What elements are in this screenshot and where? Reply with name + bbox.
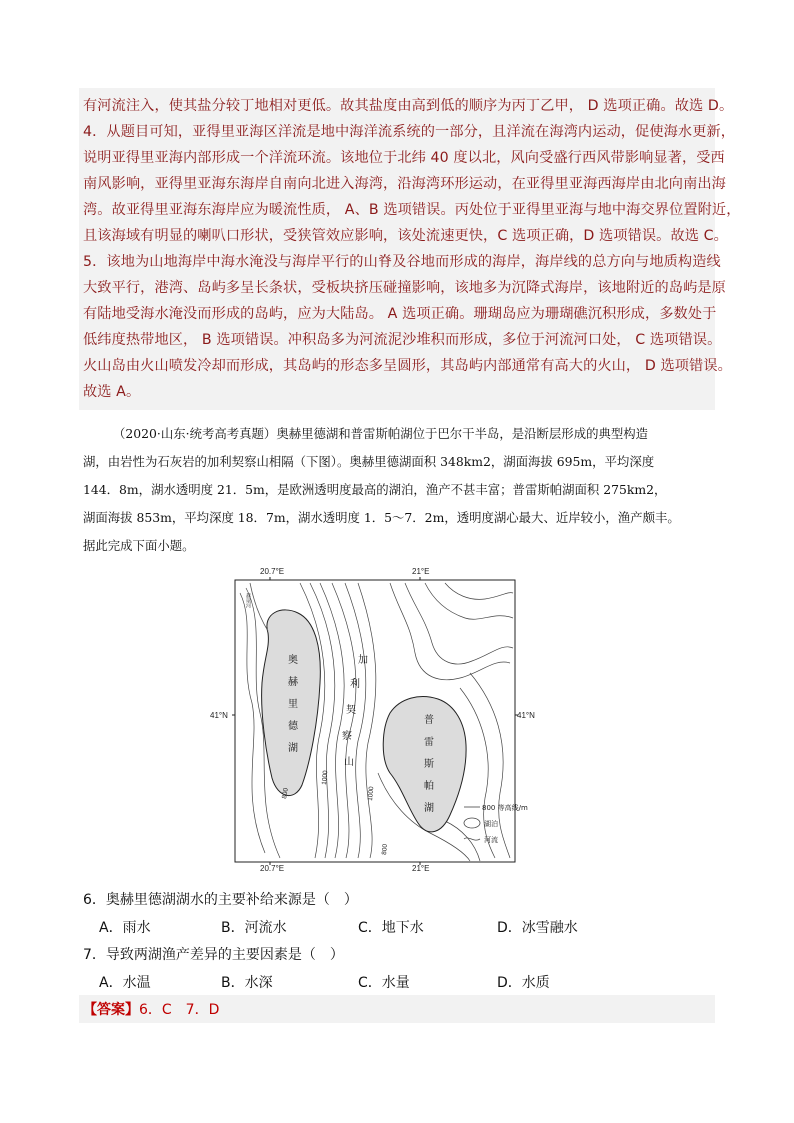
intro-line-4: 湖面海拔 853m，平均深度 18．7m，湖水透明度 1．5～7．2m，透明度湖心最大、近岸较小，渔产颇丰。 — [83, 510, 680, 525]
lon-label-bottom-right: 21°E — [412, 864, 430, 873]
lon-label-bottom-left: 20.7°E — [260, 864, 285, 873]
question-7-option-c[interactable]: C．水量 — [358, 975, 410, 991]
lake-ohrid-char: 湖 — [288, 743, 298, 754]
question-7-option-a[interactable]: A．水温 — [99, 975, 151, 991]
question-6-option-c[interactable]: C．地下水 — [358, 920, 424, 936]
intro-line-5: 据此完成下面小题。 — [83, 538, 195, 553]
intro-line-1: （2020·山东·统考高考真题）奥赫里德湖和普雷斯帕湖位于巴尔干半岛，是沿断层形成的典型构造 — [113, 426, 649, 441]
lake-prespa-char: 雷 — [424, 737, 434, 748]
contour-label: 1000 — [367, 786, 376, 802]
analysis-line-9: 有陆地受海水淹没而形成的岛屿，应为大陆岛。 A 选项正确。珊瑚岛应为珊瑚礁沉积形成，多数处于 — [83, 306, 717, 322]
analysis-line-1: 有河流注入，使其盐分较丁地相对更低。故其盐度由高到低的顺序为丙丁乙甲， D 选项正确。故选 D。 — [83, 98, 734, 114]
river-label: 赫瑞河 — [245, 593, 251, 608]
lon-label-top-right: 21°E — [412, 567, 430, 576]
lake-prespa-char: 斯 — [424, 759, 434, 770]
question-7-option-d[interactable]: D．水质 — [497, 975, 550, 991]
mountain-char: 加 — [358, 655, 368, 666]
answer-value: 6．C 7．D — [139, 1002, 220, 1018]
mountain-char: 利 — [350, 679, 360, 690]
lake-map-figure — [210, 563, 540, 873]
question-6-option-d[interactable]: D．冰雪融水 — [497, 920, 578, 936]
analysis-line-12: 故选 A。 — [83, 384, 141, 400]
answer-line — [83, 999, 219, 1019]
contour-label: 800 — [381, 843, 389, 856]
mountain-char: 契 — [346, 705, 356, 716]
legend-contour-label: 800 等高线/m — [482, 804, 528, 812]
analysis-line-7: 5．该地为山地海岸中海水淹没与海岸平行的山脊及谷地而形成的海岸，海岸线的总方向与地质构造线 — [83, 254, 721, 270]
analysis-line-10: 低纬度热带地区， B 选项错误。冲积岛多为河流泥沙堆积而形成，多位于河流河口处， C 选项错误。 — [83, 332, 722, 348]
intro-line-3: 144．8m，湖水透明度 21．5m，是欧洲透明度最高的湖泊，渔产不甚丰富；普雷斯帕湖面积 275km2， — [83, 482, 667, 497]
question-7-stem: 7．导致两湖渔产差异的主要因素是（ ） — [83, 947, 344, 963]
lake-prespa-char: 普 — [424, 715, 434, 726]
analysis-line-6: 且该海域有明显的喇叭口形状，受狭管效应影响，该处流速更快，C 选项正确，D 选项错误。故选 C。 — [83, 228, 728, 244]
legend-river-label: 河流 — [484, 836, 498, 844]
answer-tag: 【答案】 — [83, 1002, 139, 1018]
analysis-line-3: 说明亚得里亚海内部形成一个洋流环流。该地位于北纬 40 度以北，风向受盛行西风带影响显著，受西 — [83, 150, 725, 166]
analysis-line-8: 大致平行，港湾、岛屿多呈长条状，受板块挤压碰撞影响，该地多为沉降式海岸，该地附近的岛屿是原 — [83, 280, 726, 296]
lake-ohrid-char: 奥 — [288, 655, 298, 666]
lat-label-right: 41°N — [517, 711, 535, 720]
legend-lake-symbol — [464, 818, 480, 828]
legend-lake-label: 湖泊 — [484, 820, 498, 828]
lake-prespa-char: 帕 — [424, 781, 434, 792]
lat-label-left: 41°N — [210, 711, 228, 720]
lake-prespa-char: 湖 — [424, 803, 434, 814]
mountain-char: 山 — [344, 757, 354, 768]
lake-ohrid-char: 里 — [288, 699, 298, 710]
mountain-char: 察 — [342, 731, 352, 742]
analysis-line-5: 湾。故亚得里亚海东海岸应为暖流性质， A、B 选项错误。丙处位于亚得里亚海与地中海交界位置附近， — [83, 202, 741, 218]
analysis-line-2: 4．从题目可知，亚得里亚海区洋流是地中海洋流系统的一部分，且洋流在海湾内运动，促使海水更新， — [83, 124, 736, 140]
lake-ohrid-char: 赫 — [288, 677, 298, 688]
question-6-option-b[interactable]: B．河流水 — [221, 920, 287, 936]
intro-line-2: 湖，由岩性为石灰岩的加利契察山相隔（下图）。奥赫里德湖面积 348km2，湖面海拔 695m，平均深度 — [83, 454, 655, 469]
question-6-stem: 6．奥赫里德湖湖水的主要补给来源是（ ） — [83, 892, 358, 908]
contour-label: 1000 — [321, 770, 330, 786]
lon-label-top-left: 20.7°E — [260, 567, 285, 576]
analysis-line-11: 火山岛由火山喷发冷却而形成，其岛屿的形态多呈圆形，其岛屿内部通常有高大的火山， D 选项错误。 — [83, 358, 732, 374]
question-7-option-b[interactable]: B．水深 — [221, 975, 273, 991]
contour-label: 800 — [281, 787, 290, 800]
question-6-option-a[interactable]: A．雨水 — [99, 920, 151, 936]
lake-ohrid-char: 德 — [288, 721, 298, 732]
analysis-line-4: 南风影响，亚得里亚海东海岸自南向北进入海湾，沿海湾环形运动，在亚得里亚海西海岸由北向南出海 — [83, 176, 726, 192]
